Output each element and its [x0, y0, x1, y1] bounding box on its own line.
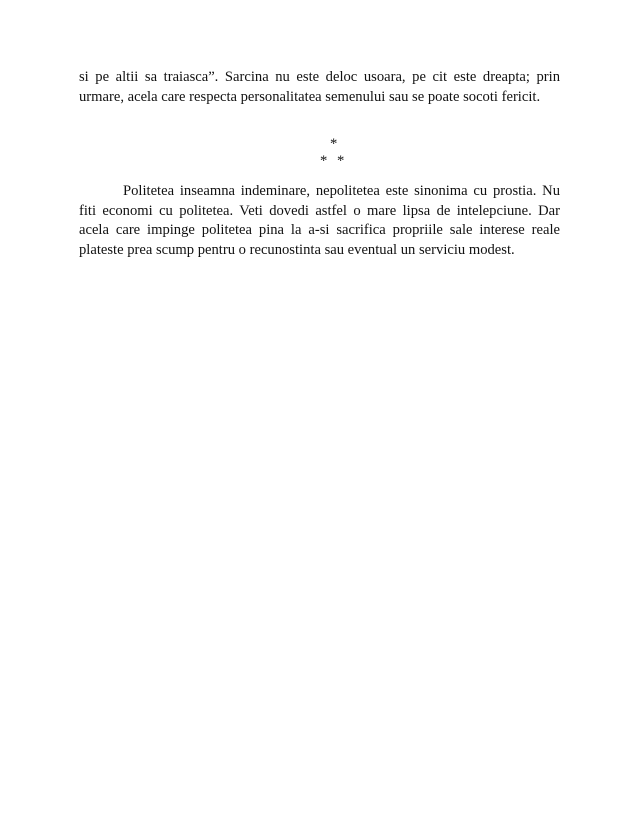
paragraph-politeness: Politetea inseamna indeminare, nepolitetea este sinonima cu prostia. Nu fiti economi cu politetea. Veti dovedi astfel o mare lipsa de intelepciune. Dar acela care impinge politetea pina la a-si sacrifica propriile sale interese reale plateste prea scump pentru o recunostinta sau eventual un serviciu modest.: [79, 183, 560, 258]
section-separator-bottom: * *: [320, 153, 345, 169]
paragraph-continuation: si pe altii sa traiasca”. Sarcina nu este deloc usoara, pe cit este dreapta; prin urmare, acela care respecta personalitatea semenului sau se poate socoti fericit.: [79, 69, 560, 105]
section-separator-top: *: [330, 136, 338, 152]
